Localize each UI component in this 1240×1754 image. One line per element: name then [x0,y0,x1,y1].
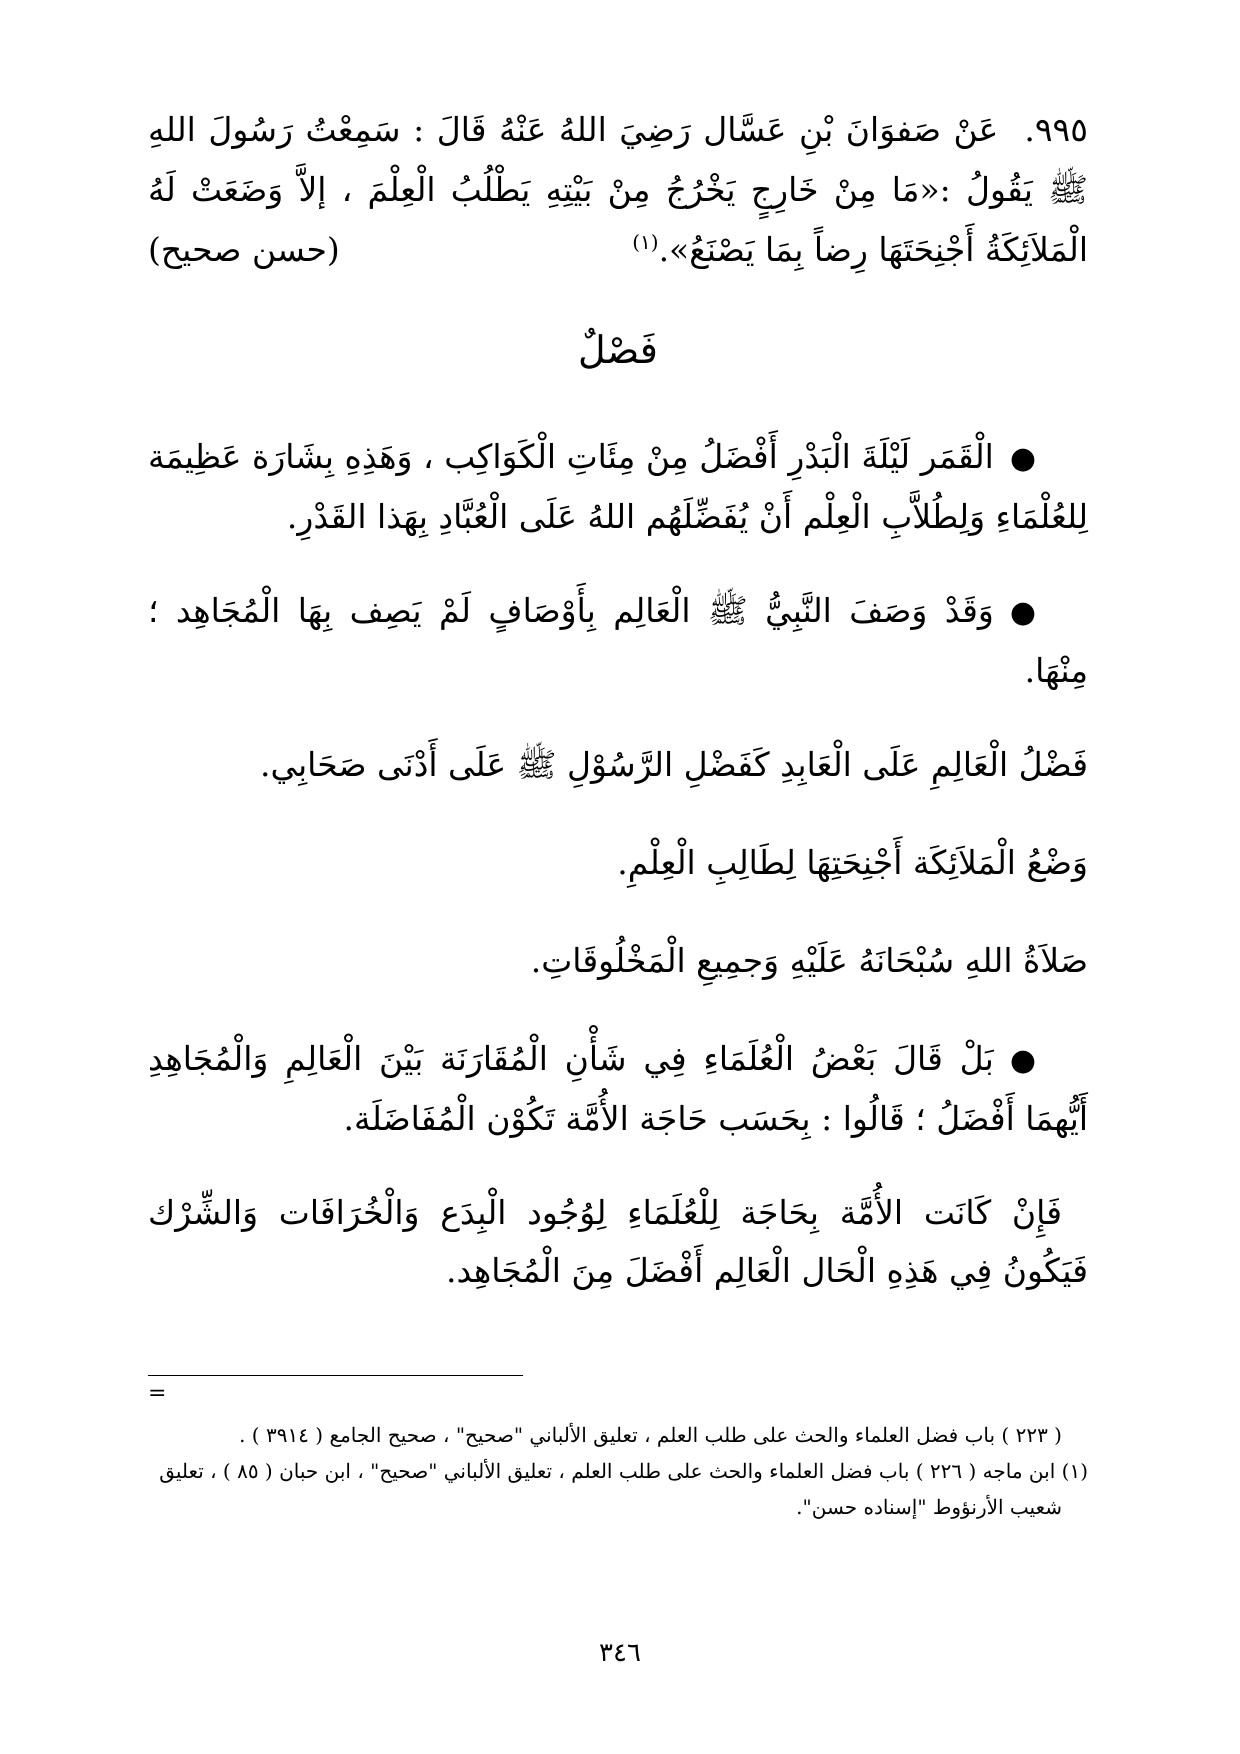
bullet-icon: ● [1009,441,1036,476]
page-number: ٣٤٦ [599,1638,641,1668]
paragraph-comparison [148,1030,1088,1148]
hadith-995 [148,100,1088,280]
paragraph-description-text: وَقَدْ وَصَفَ النَّبِيُّ ﷺ الْعَالِم بِأَوْصَافٍ لَمْ يَصِف بِهَا الْمُجَاهِد ؛ مِنْهَا. [148,591,1088,690]
paragraph-description [148,582,1088,700]
paragraph-angels-wings: وَضْعُ الْمَلاَئِكَة أَجْنِحَتِهَا لِطَالِبِ الْعِلْمِ. [617,843,1088,882]
hadith-grade: (حسن صحيح) [148,230,340,269]
section-title: فَصْلٌ [578,328,658,372]
footnote-ref-1[interactable]: (١) [632,230,659,254]
paragraph-comparison-text: بَلْ قَالَ بَعْضُ الْعُلَمَاءِ فِي شَأْنِ الْمُقَارَنَة بَيْنَ الْعَالِمِ وَالْمُجَاهِدِ أَيُّهمَا أَفْضَلُ ؛ قَالُوا : بِحَسَب حَاجَة الأُمَّة تَكُوْن الْمُفَاضَلَة. [148,1039,1088,1138]
paragraph-scholar-virtue: فَضْلُ الْعَالِمِ عَلَى الْعَابِدِ كَفَضْلِ الرَّسُوْلِ ﷺ عَلَى أَدْنَى صَحَابِي. [259,745,1088,784]
paragraph-need: فَإِنْ كَانَت الأُمَّة بِحَاجَة لِلْعُلَمَاءِ لِوُجُود الْبِدَع وَالْخُرَافَات وَالشِّرْك فَيَكُونُ فِي هَذِهِ الْحَال الْعَالِم أَفْضَلَ مِنَ الْمُجَاهِد. [148,1193,1088,1290]
footnote-1: (١) ابن ماجه ( ٢٢٦ ) باب فضل العلماء والحث على طلب العلم ، تعليق الألباني "صحيح" ، ابن حبان ( ٨٥ ) ، تعليق [159,1459,1088,1483]
footnote-1-cont: شعيب الأرنؤوط "إسناده حسن". [796,1495,1062,1519]
hadith-number: ٩٩٥. [1024,110,1088,149]
paragraph-moon-text: الْقَمَر لَيْلَةَ الْبَدْرِ أَفْضَلُ مِنْ مِئَاتِ الْكَوَاكِب ، وَهَذِهِ بِشَارَة عَظِيمَة لِلعُلْمَاءِ وَلِطُلاَّبِ الْعِلْم أَنْ يُفَضِّلَهُم اللهُ عَلَى الْعُبَّادِ بِهَذا القَدْرِ. [148,437,1088,536]
hadith-text: عَنْ صَفوَانَ بْنِ عَسَّال رَضِيَ اللهُ عَنْهُ قَالَ : سَمِعْتُ رَسُولَ اللهِ ﷺ يَقُولُ :«مَا مِنْ خَارِجٍ يَخْرُجُ مِنْ بَيْتِهِ يَطْلُبُ الْعِلْمَ ، إلاَّ وَضَعَتْ لَهُ الْمَلاَئِكَةُ أَجْنِحَتَهَا رِضاً بِمَا يَصْنَعُ». [148,110,1088,269]
bullet-icon: ● [1009,1043,1036,1078]
bullet-icon: ● [1009,595,1036,630]
footnote-divider [148,1375,523,1376]
footnote-lines [148,1417,1088,1525]
footnote-continuation-mark: = [148,1381,167,1406]
paragraph-prayers: صَلاَةُ اللهِ سُبْحَانَهُ عَلَيْهِ وَجمِيعِ الْمَخْلُوقَاتِ. [530,941,1088,980]
paragraph-moon [148,428,1088,546]
footnote-continued: ( ٢٢٣ ) باب فضل العلماء والحث على طلب العلم ، تعليق الألباني "صحيح" ، صحيح الجامع ( ٣٩١٤ ) . [239,1423,1062,1447]
main-content [148,100,1088,1336]
